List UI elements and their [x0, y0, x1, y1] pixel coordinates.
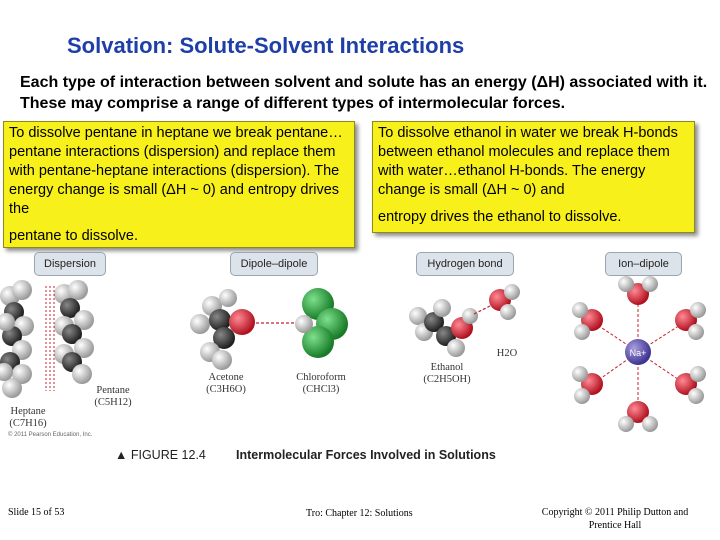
acetone-name: Acetone — [208, 372, 244, 383]
chloroform-molecule — [295, 288, 348, 358]
ethanol-formula: (C2H5OH) — [423, 374, 471, 385]
slide-title: Solvation: Solute-Solvent Interactions — [67, 33, 465, 58]
tag-dipole-dipole: Dipole–dipole — [230, 252, 318, 276]
pentane-label — [88, 385, 138, 409]
chloroform-formula: (CHCl3) — [302, 384, 340, 395]
ethanol-explanation-box — [372, 121, 695, 233]
pentane-formula: (C5H12) — [94, 397, 132, 408]
heptane-molecule — [0, 280, 34, 398]
acetone-molecule — [190, 289, 255, 370]
pentane-text: To dissolve pentane in heptane we break pentane…pentane interactions (dispersion) and replace them with pentane-heptane interactions (dispersion). The energy change is small (ΔH ~ 0) and entropy drives the — [9, 125, 343, 217]
chloroform-name: Chloroform — [296, 372, 346, 383]
sodium-label: Na+ — [629, 348, 647, 358]
pentane-explanation-box — [3, 121, 355, 248]
course-label: Tro: Chapter 12: Solutions — [306, 508, 413, 519]
heptane-label — [6, 406, 50, 430]
figure-number: ▲ FIGURE 12.4 — [115, 448, 206, 462]
water-molecule — [489, 284, 520, 320]
ethanol-molecule — [409, 299, 478, 357]
acetone-formula: (C3H6O) — [206, 384, 246, 395]
intermolecular-forces-figure — [0, 276, 720, 446]
tag-hydrogen-bond: Hydrogen bond — [416, 252, 514, 276]
ethanol-name: Ethanol — [430, 362, 464, 373]
slide-number: Slide 15 of 53 — [8, 507, 65, 518]
ethanol-label — [412, 362, 482, 386]
ion-dipole-diagram — [572, 276, 706, 432]
chloroform-label — [288, 372, 354, 396]
pentane-text-end: pentane to dissolve. — [9, 228, 138, 244]
acetone-label — [198, 372, 254, 396]
tag-ion-dipole: Ion–dipole — [605, 252, 682, 276]
ethanol-text: To dissolve ethanol in water we break H-bonds between ethanol molecules and replace them with water…ethanol H-bonds. The energy change is small (ΔH ~ 0) and — [378, 125, 678, 198]
figure-credit: © 2011 Pearson Education, Inc. — [8, 432, 93, 438]
copyright-notice: Copyright © 2011 Philip Dutton and Prentice Hall — [541, 507, 689, 531]
pentane-name: Pentane — [96, 385, 130, 396]
tag-dispersion: Dispersion — [34, 252, 106, 276]
heptane-name: Heptane — [10, 406, 46, 417]
heptane-formula: (C7H16) — [9, 418, 47, 429]
ethanol-text-end: entropy drives the ethanol to dissolve. — [378, 209, 622, 225]
intro-text: Each type of interaction between solvent and solute has an energy (ΔH) associated with it. These may comprise a range of different types of intermolecular forces. — [20, 74, 708, 112]
water-label: H2O — [496, 348, 518, 359]
hydrogen-bond-line — [474, 306, 490, 314]
pentane-molecule — [54, 280, 94, 384]
figure-caption: Intermolecular Forces Involved in Solutions — [236, 448, 496, 462]
